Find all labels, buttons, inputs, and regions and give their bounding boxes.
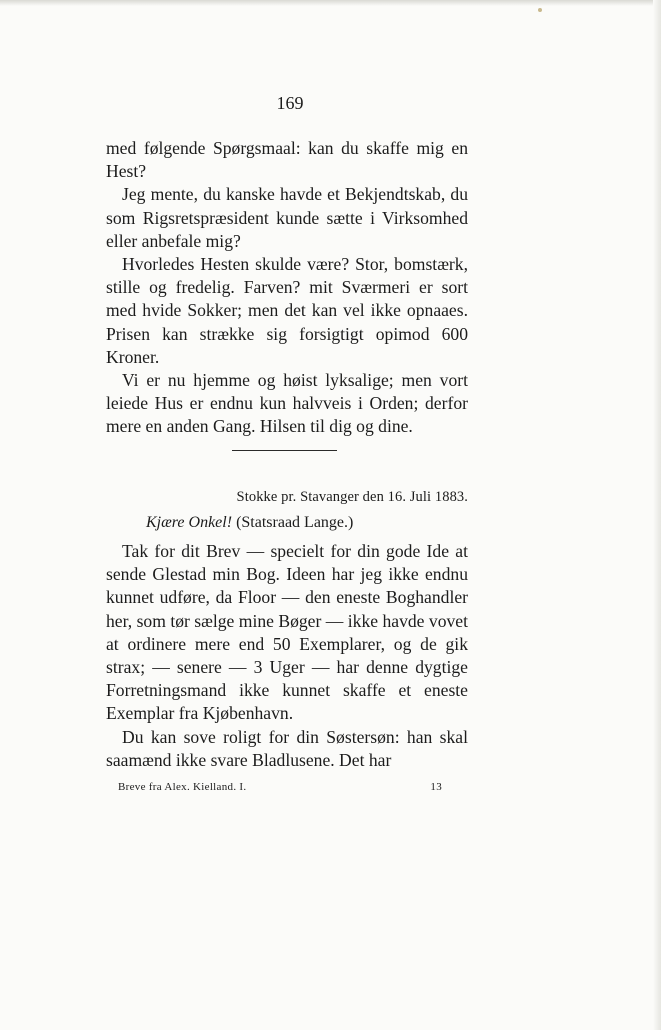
page-top-edge [0,0,661,6]
top-text-block [106,137,468,439]
footer-sheet-number: 13 [430,781,442,793]
recipient-note: (Statsraad Lange.) [236,514,354,531]
paragraph: Jeg mente, du kanske havde et Bekjendtskab, du som Rigsretspræsident kunde sætte i Virksomhed eller anbefale mig? [106,184,468,251]
letter-dateline: Stokke pr. Stavanger den 16. Juli 1883. [236,489,468,505]
footer-signature: Breve fra Alex. Kielland. I. [118,781,247,793]
paragraph: med følgende Spørgsmaal: kan du skaffe mig en Hest? [106,138,468,182]
page-number: 169 [276,93,304,113]
letter-salutation [146,514,353,532]
salutation-text: Kjære Onkel! [146,514,233,531]
paragraph: Tak for dit Brev — specielt for din gode Ide at sende Glestad min Bog. Ideen har jeg ikke endnu kunnet udføre, da Floor — den eneste Boghandler her, som tør sælge mine Bøger — ikke havde vovet at ordinere mere end 50 Exemplarer, og de gik strax; — senere — 3 Uger — har denne dygtige Forretningsmand ikke kunnet skaffe et eneste Exemplar fra Kjøbenhavn. [106,541,468,724]
letter-body [106,540,468,772]
section-divider [232,450,337,451]
paragraph: Vi er nu hjemme og høist lyksalige; men vort leiede Hus er endnu kun halvveis i Orden; derfor mere en anden Gang. Hilsen til dig og dine. [106,370,468,437]
paragraph: Du kan sove roligt for din Søstersøn: han skal saamænd ikke svare Bladlusene. Det har [106,726,468,770]
paper-speck [538,8,542,12]
paragraph: Hvorledes Hesten skulde være? Stor, bomstærk, stille og fredelig. Farven? mit Sværmeri er sort med hvide Sokker; men det kan vel ikke opnaaes. Prisen kan strække sig forsigtigt opimod 600 Kroner. [106,254,468,367]
page-right-edge [653,0,661,1030]
